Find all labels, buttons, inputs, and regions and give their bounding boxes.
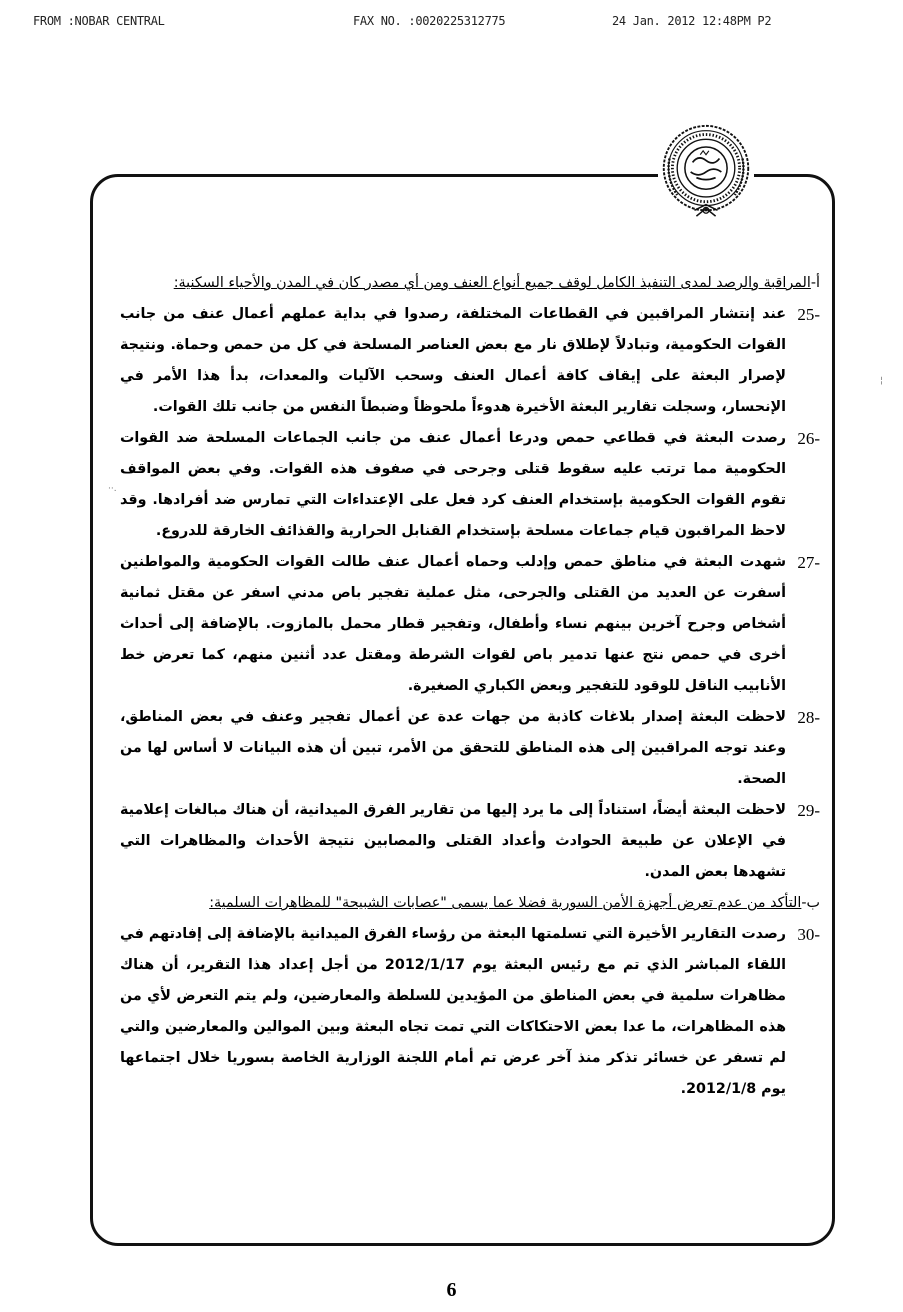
scan-artifact: ··.: [108, 484, 117, 494]
section-title: التأكد من عدم تعرض أجهزة الأمن السورية فضلا عما يسمى "عصابات الشبيحة" للمظاهرات السلمية:: [209, 895, 802, 911]
fax-date-page: 24 Jan. 2012 12:48PM P2: [612, 14, 772, 28]
paragraph-text: شهدت البعثة في مناطق حمص وإدلب وحماه أعمال عنف طالت القوات الحكومية والمواطنين أسفرت عن العديد من القتلى والجرحى، مثل عملية تفجير باص مدني اسفر عن مقتل ثمانية أشخاص وجرح آخرين بينهم نساء وأطفال، وتفجير قطار محمل بالمازوت. بالإضافة إلى أحداث أخرى في حمص نتج عنها تدمير باص لقوات الشرطة ومقتل عدد أثنين منهم، كما تعرض خط الأنابيب الناقل للوقود للتفجير وبعض الكباري الصغيرة.: [120, 554, 786, 694]
fax-header: [0, 14, 903, 30]
section-title: المراقبة والرصد لمدى التنفيذ الكامل لوقف جميع أنواع العنف ومن أي مصدر كان في المدن والأحياء السكنية:: [173, 275, 811, 291]
paragraph-number: 26-: [797, 429, 820, 448]
paragraph-text: عند إنتشار المراقبين في القطاعات المختلفة، رصدوا في بداية عملهم أعمال عنف من جانب القوات الحكومية، وتبادلاً لإطلاق نار مع بعض العناصر المسلحة في كل من حمص وحماة. ونتيجة لإصرار البعثة على إيقاف كافة أعمال العنف وسحب الآليات والمعدات، بدأ هذا الأمر في الإنحسار، وسجلت تقارير البعثة الأخيرة هدوءاً ملحوظاً وضبطاً النفس من جانب تلك القوات.: [120, 306, 786, 415]
paragraph-27: [120, 547, 820, 702]
paragraph-text: رصدت البعثة في قطاعي حمص ودرعا أعمال عنف من جانب الجماعات المسلحة ضد القوات الحكومية مما ترتب عليه سقوط قتلى وجرحى في صفوف هذه القوات. وفي بعض المواقف تقوم القوات الحكومية بإستخدام العنف كرد فعل على الإعتداءات التي تمارس ضد أفرادها. وقد لاحظ المراقبون قيام جماعات مسلحة بإستخدام القنابل الحرارية والقذائف الخارقة للدروع.: [120, 430, 786, 539]
paragraph-26: [120, 423, 820, 547]
document-body: [120, 268, 820, 1105]
paragraph-25: [120, 299, 820, 423]
paragraph-30: [120, 919, 820, 1105]
fax-sender: FROM :NOBAR CENTRAL: [33, 14, 165, 28]
paragraph-text: لاحظت البعثة أيضاً، استناداً إلى ما يرد إليها من تقارير الفرق الميدانية، أن هناك مبالغات إعلامية في الإعلان عن طبيعة الحوادث وأعداد القتلى والمصابين نتيجة الأحداث والمظاهرات التي تشهدها بعض المدن.: [120, 802, 786, 880]
section-heading-a: [120, 268, 820, 299]
fax-number: FAX NO. :0020225312775: [353, 14, 506, 28]
page-number: 6: [446, 1279, 457, 1301]
arab-league-emblem-icon: [658, 120, 754, 222]
paragraph-29: [120, 795, 820, 888]
scan-artifact: ¦: [880, 376, 884, 386]
paragraph-28: [120, 702, 820, 795]
paragraph-number: 30-: [797, 925, 820, 944]
section-prefix: أ-: [810, 275, 820, 291]
paragraph-text: رصدت التقارير الأخيرة التي تسلمتها البعثة من رؤساء الفرق الميدانية بالإضافة إلى إفادتهم في اللقاء المباشر الذي تم مع رئيس البعثة يوم 2012/1/17 من أجل إعداد هذا التقرير، أن هناك مظاهرات سلمية في بعض المناطق من المؤيدين للسلطة والمعارضين، ولم يتم التعرض لأي من هذه المظاهرات، ما عدا بعض الاحتكاكات التي تمت تجاه البعثة وبين الموالين والمعارضين والتي لم تسفر عن خسائر تذكر منذ آخر عرض تم أمام اللجنة الوزارية الخاصة بسوريا خلال اجتماعها يوم 2012/1/8.: [120, 926, 786, 1097]
section-prefix: ب-: [801, 895, 820, 911]
paragraph-number: 25-: [797, 305, 820, 324]
paragraph-number: 28-: [797, 708, 820, 727]
section-heading-b: [120, 888, 820, 919]
paragraph-number: 29-: [797, 801, 820, 820]
paragraph-number: 27-: [797, 553, 820, 572]
paragraph-text: لاحظت البعثة إصدار بلاغات كاذبة من جهات عدة عن أعمال تفجير وعنف في بعض المناطق، وعند توجه المراقبين إلى هذه المناطق للتحقق من الأمر، تبين أن هذه البيانات لا أساس لها من الصحة.: [120, 709, 786, 787]
